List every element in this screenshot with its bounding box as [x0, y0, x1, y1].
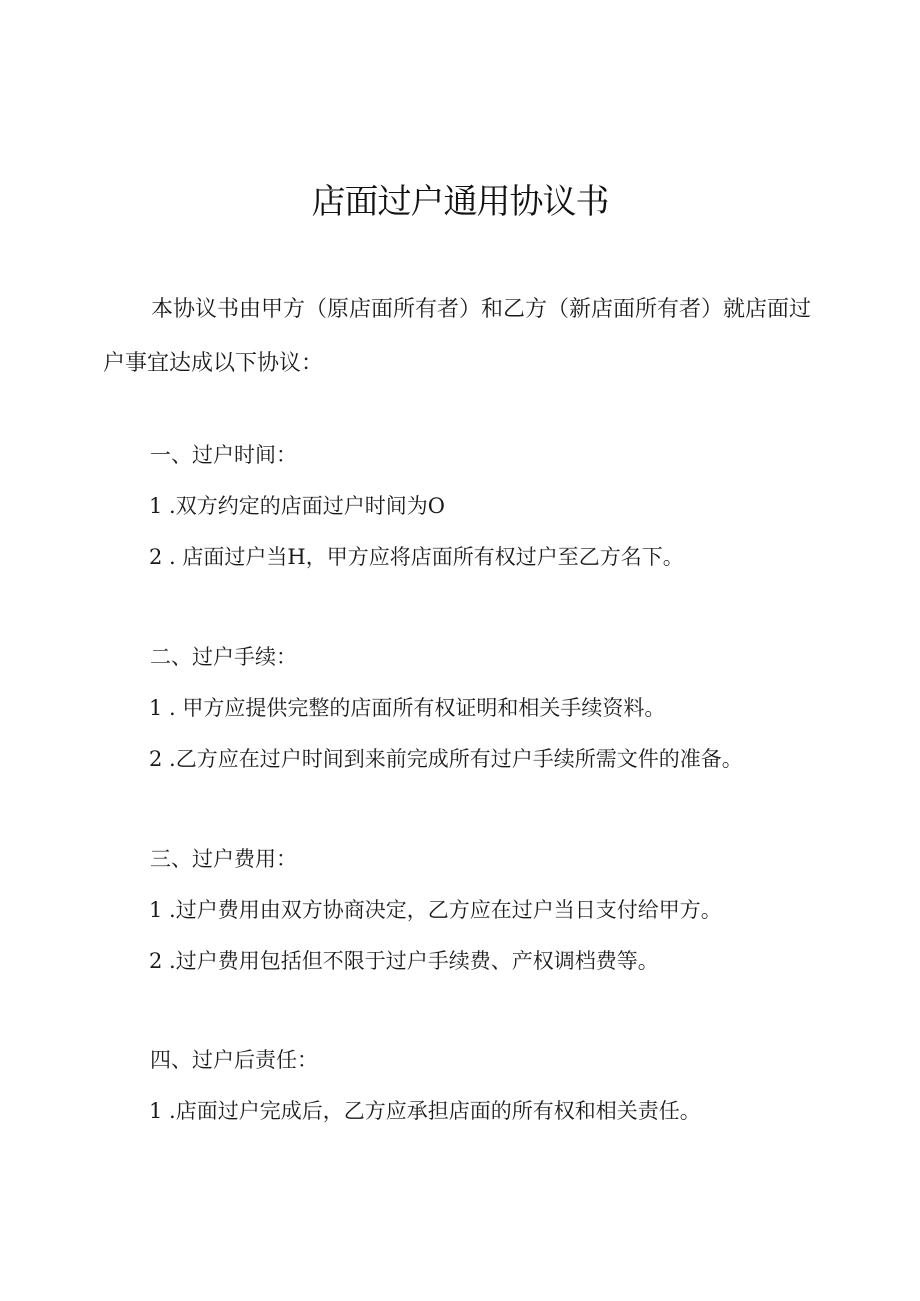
- section-time-item-2: 2 . 店面过户当H，甲方应将店面所有权过户至乙方名下。: [149, 545, 684, 569]
- section-heading-responsibility: 四、过户后责任：: [150, 1048, 318, 1072]
- section-fees-item-1: 1 .过户费用由双方协商决定，乙方应在过户当日支付给甲方。: [149, 898, 722, 922]
- intro-paragraph: 本协议书由甲方（原店面所有者）和乙方（新店面所有者）就店面过户事宜达成以下协议：: [103, 297, 812, 376]
- section-heading-time: 一、过户时间：: [150, 443, 297, 467]
- section-responsibility-item-1: 1 .店面过户完成后，乙方应承担店面的所有权和相关责任。: [149, 1099, 701, 1123]
- section-fees-item-2: 2 .过户费用包括但不限于过户手续费、产权调档费等。: [149, 949, 659, 973]
- section-heading-procedures: 二、过户手续：: [150, 645, 297, 669]
- section-procedures-item-2: 2 .乙方应在过户时间到来前完成所有过户手续所需文件的准备。: [149, 747, 743, 771]
- document-title: 店面过户通用协议书: [311, 182, 609, 222]
- section-heading-fees: 三、过户费用：: [150, 847, 297, 871]
- section-procedures-item-1: 1 . 甲方应提供完整的店面所有权证明和相关手续资料。: [149, 696, 666, 720]
- section-time-item-1: 1 .双方约定的店面过户时间为O: [149, 494, 445, 518]
